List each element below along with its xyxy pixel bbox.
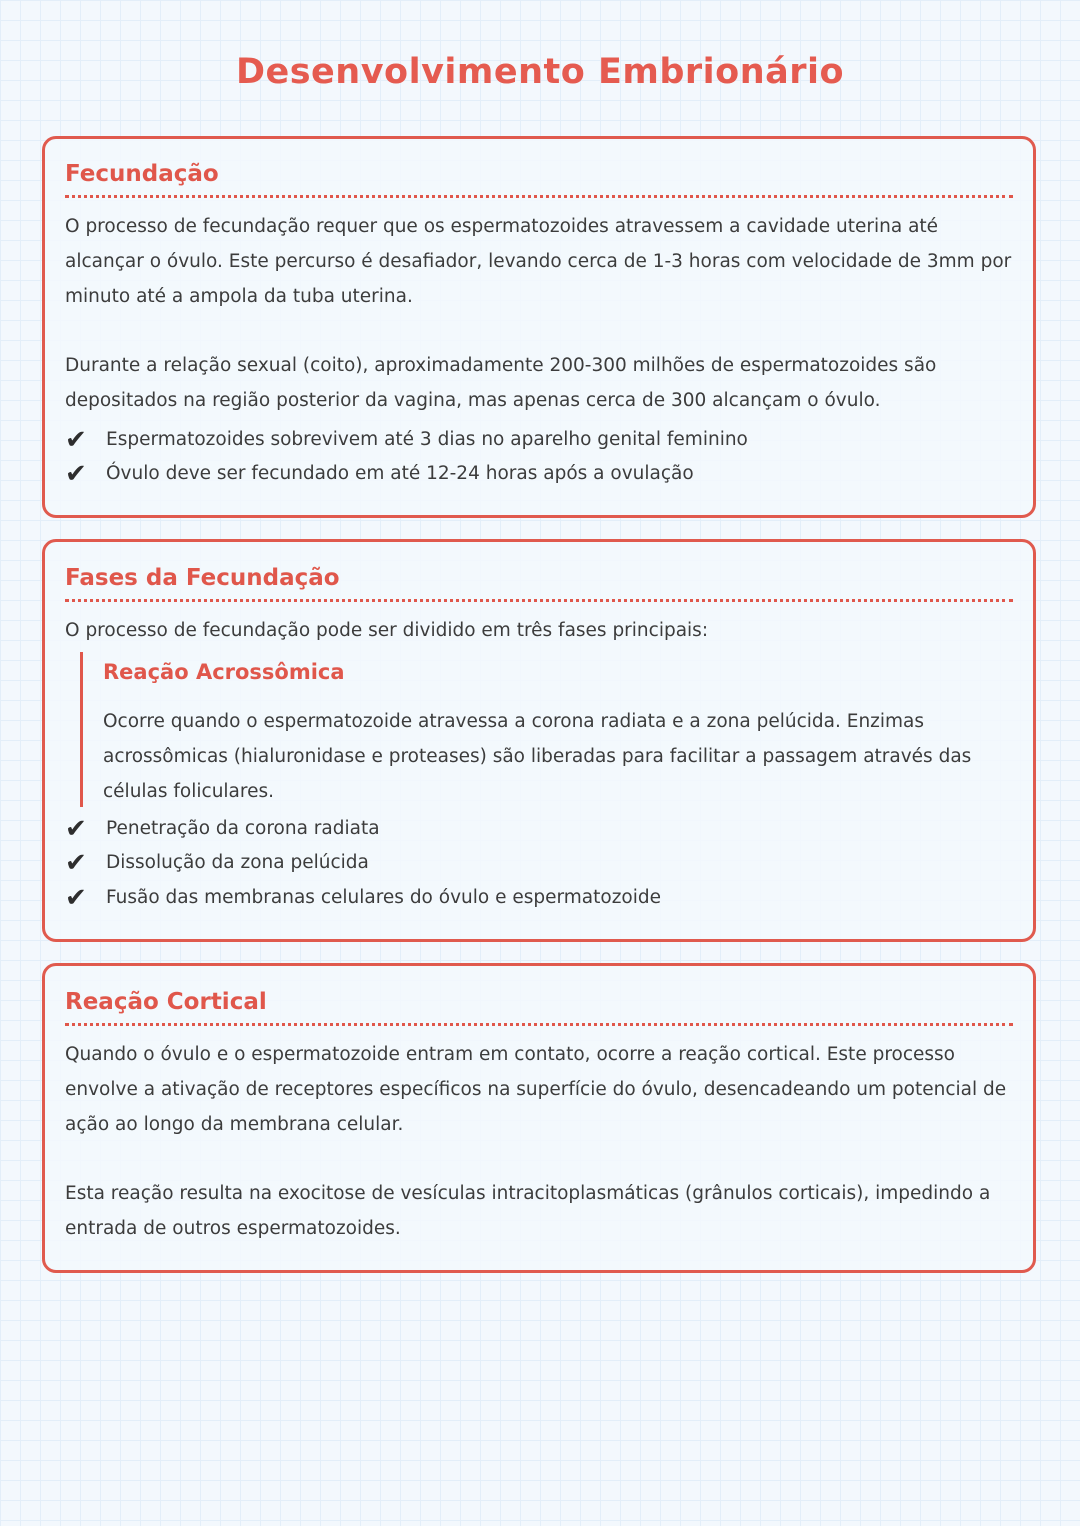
check-mark-icon: ✔ <box>65 814 87 844</box>
check-item <box>65 846 1013 880</box>
check-item-text: Espermatozoides sobrevivem até 3 dias no aparelho genital feminino <box>106 429 748 450</box>
check-item <box>65 812 1013 846</box>
check-mark-icon: ✔ <box>65 883 87 913</box>
section-heading: Reação Cortical <box>65 987 1013 1026</box>
check-item-text: Dissolução da zona pelúcida <box>106 852 369 873</box>
paragraph: Quando o óvulo e o espermatozoide entram em contato, ocorre a reação cortical. Este processo envolve a ativação de receptores específicos na superfície do óvulo, desencadeando um potencial de ação ao longo da membrana celular. <box>65 1044 1007 1135</box>
check-item <box>65 423 1013 457</box>
check-item-text: Fusão das membranas celulares do óvulo e espermatozoide <box>106 887 661 908</box>
subsection-text: Ocorre quando o espermatozoide atravessa a corona radiata e a zona pelúcida. Enzimas acrossômicas (hialuronidase e proteases) são liberadas para facilitar a passagem através das células foliculares. <box>103 711 972 802</box>
section-reacao-cortical <box>42 963 1036 1273</box>
subsection-heading: Reação Acrossômica <box>103 660 345 684</box>
subsection-reacao-acrossomica <box>80 652 1013 807</box>
paragraph: Durante a relação sexual (coito), aproximadamente 200-300 milhões de espermatozoides são depositados na região posterior da vagina, mas apenas cerca de 300 alcançam o óvulo. <box>65 355 937 411</box>
page-title: Desenvolvimento Embrionário <box>235 52 845 92</box>
check-item-text: Penetração da corona radiata <box>106 818 380 839</box>
paragraph: O processo de fecundação requer que os espermatozoides atravessem a cavidade uterina até alcançar o óvulo. Este percurso é desafiador, levando cerca de 1-3 horas com velocidade de 3mm por minuto até a ampola da tuba uterina. <box>65 216 1012 307</box>
section-heading: Fases da Fecundação <box>65 563 1013 602</box>
check-item-text: Óvulo deve ser fecundado em até 12-24 horas após a ovulação <box>106 463 694 484</box>
section-fases-da-fecundacao <box>42 539 1036 942</box>
check-mark-icon: ✔ <box>65 459 87 489</box>
check-mark-icon: ✔ <box>65 425 87 455</box>
section-heading: Fecundação <box>65 159 1013 198</box>
section-intro: O processo de fecundação pode ser dividido em três fases principais: <box>65 620 709 641</box>
check-item <box>65 457 1013 491</box>
paragraph: Esta reação resulta na exocitose de vesículas intracitoplasmáticas (grânulos corticais), impedindo a entrada de outros espermatozoides. <box>65 1183 991 1239</box>
check-mark-icon: ✔ <box>65 848 87 878</box>
section-fecundacao <box>42 136 1036 518</box>
check-item <box>65 881 1013 915</box>
